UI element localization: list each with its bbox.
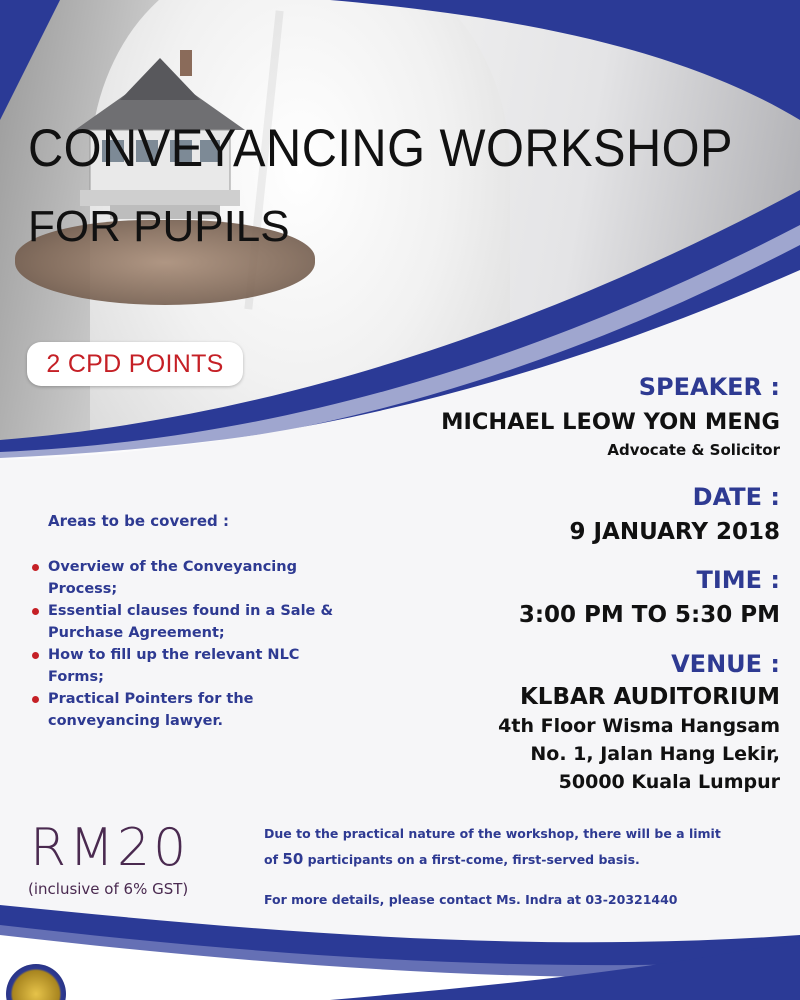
list-item-line: Essential clauses found in a Sale & <box>48 603 334 619</box>
time-value: 3:00 PM TO 5:30 PM <box>518 602 780 628</box>
cpd-points-badge <box>27 342 243 386</box>
contact-line <box>264 892 678 907</box>
list-item-line: Purchase Agreement; <box>48 625 225 641</box>
title-line-1: CONVEYANCING WORKSHOP <box>28 119 734 178</box>
venue-address-line: 4th Floor Wisma Hangsam <box>498 715 780 737</box>
venue-address <box>498 712 780 796</box>
speaker-label: SPEAKER : <box>638 373 780 401</box>
title-line-2: FOR PUPILS <box>28 202 290 251</box>
list-item-line: Overview of the Conveyancing <box>48 559 297 575</box>
list-item-line: Process; <box>48 581 118 597</box>
date-value: 9 JANUARY 2018 <box>569 519 780 545</box>
notice-line-1: Due to the practical nature of the workshop, there will be a limit <box>264 826 721 841</box>
cpd-points-text: 2 CPD POINTS <box>46 349 224 378</box>
list-item-line: conveyancing lawyer. <box>48 713 224 729</box>
notice-text: of <box>264 852 283 867</box>
venue-address-line: No. 1, Jalan Hang Lekir, <box>530 743 780 765</box>
list-item <box>32 688 352 732</box>
notice-text: participants on a first-come, first-served basis. <box>303 852 640 867</box>
notice-line-2 <box>264 850 640 868</box>
venue-name: KLBAR AUDITORIUM <box>519 684 780 710</box>
areas-title: Areas to be covered : <box>48 512 229 530</box>
venue-label: VENUE : <box>671 650 780 678</box>
price-note: (inclusive of 6% GST) <box>28 880 189 898</box>
venue-address-line: 50000 Kuala Lumpur <box>558 771 780 793</box>
price: RM20 <box>30 818 190 878</box>
contact-text: For more details, please contact Ms. Indra at <box>264 892 586 907</box>
speaker-name: MICHAEL LEOW YON MENG <box>441 409 780 435</box>
list-item-line: Forms; <box>48 669 104 685</box>
participant-limit: 50 <box>282 850 304 868</box>
date-label: DATE : <box>692 483 780 511</box>
list-item <box>32 644 352 688</box>
time-label: TIME : <box>696 566 780 594</box>
speaker-role: Advocate & Solicitor <box>607 441 780 459</box>
list-item-line: How to fill up the relevant NLC <box>48 647 300 663</box>
list-item <box>32 600 352 644</box>
areas-list <box>32 556 352 732</box>
list-item <box>32 556 352 600</box>
list-item-line: Practical Pointers for the <box>48 691 254 707</box>
contact-phone: 03-20321440 <box>585 892 678 907</box>
